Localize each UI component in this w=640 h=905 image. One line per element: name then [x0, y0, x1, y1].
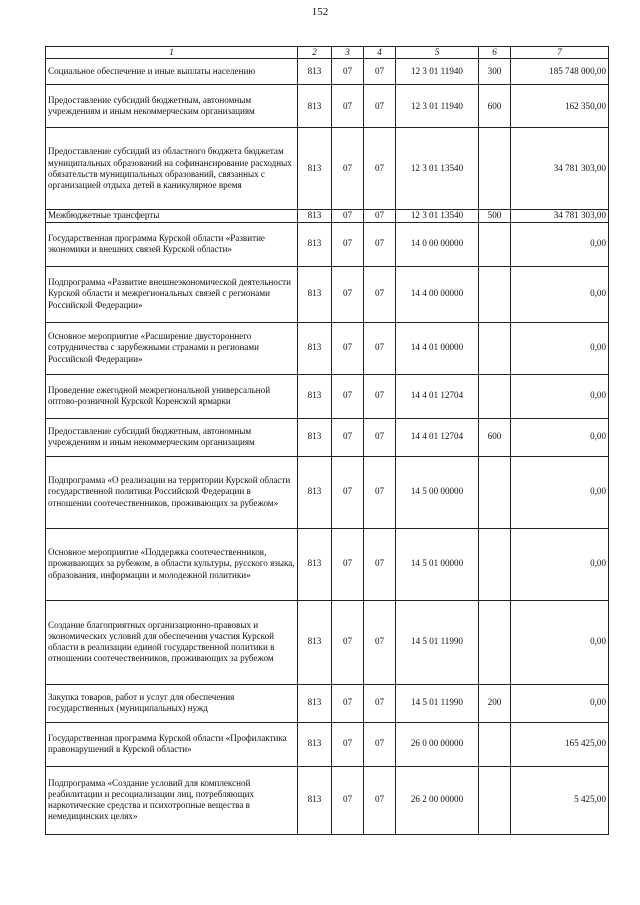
row-admin-code: 813: [298, 210, 332, 222]
row-target-code: 12 3 01 11940: [396, 85, 479, 128]
row-admin-code: 813: [298, 418, 332, 456]
row-expense-type: [479, 322, 511, 374]
row-admin-code: 813: [298, 528, 332, 600]
row-admin-code: 813: [298, 456, 332, 528]
column-header: 3: [332, 47, 364, 59]
row-admin-code: 813: [298, 128, 332, 210]
row-target-code: 14 0 00 00000: [396, 222, 479, 266]
row-expense-type: [479, 266, 511, 322]
row-name: Межбюджетные трансферты: [46, 210, 298, 222]
row-admin-code: 813: [298, 222, 332, 266]
row-expense-type: [479, 374, 511, 418]
table-row: [46, 374, 609, 418]
page-number: 152: [311, 6, 329, 18]
row-name: Проведение ежегодной межрегиональной универсальной оптово-розничной Курской Коренской ярмарки: [46, 374, 298, 418]
row-subsection: 07: [364, 456, 396, 528]
row-expense-type: 500: [479, 210, 511, 222]
row-target-code: 12 3 01 13540: [396, 128, 479, 210]
row-section: 07: [332, 722, 364, 766]
row-admin-code: 813: [298, 722, 332, 766]
row-target-code: 12 3 01 11940: [396, 59, 479, 85]
table-row: [46, 222, 609, 266]
row-name: Закупка товаров, работ и услуг для обеспечения государственных (муниципальных) нужд: [46, 684, 298, 722]
row-section: 07: [332, 766, 364, 834]
row-section: 07: [332, 418, 364, 456]
row-target-code: 26 0 00 00000: [396, 722, 479, 766]
row-section: 07: [332, 59, 364, 85]
row-target-code: 14 4 01 12704: [396, 418, 479, 456]
row-amount: 165 425,00: [511, 722, 609, 766]
row-amount: 162 350,00: [511, 85, 609, 128]
table-row: [46, 85, 609, 128]
row-admin-code: 813: [298, 600, 332, 684]
row-admin-code: 813: [298, 59, 332, 85]
row-subsection: 07: [364, 210, 396, 222]
row-admin-code: 813: [298, 266, 332, 322]
row-admin-code: 813: [298, 766, 332, 834]
row-amount: 0,00: [511, 374, 609, 418]
column-header: 1: [46, 47, 298, 59]
row-name: Социальное обеспечение и иные выплаты населению: [46, 59, 298, 85]
row-section: 07: [332, 322, 364, 374]
table-row: [46, 456, 609, 528]
row-target-code: 14 4 01 12704: [396, 374, 479, 418]
column-header: 2: [298, 47, 332, 59]
row-section: 07: [332, 600, 364, 684]
table-row: [46, 418, 609, 456]
column-header: 4: [364, 47, 396, 59]
table-row: [46, 322, 609, 374]
row-amount: 0,00: [511, 456, 609, 528]
column-header: 7: [511, 47, 609, 59]
row-amount: 0,00: [511, 222, 609, 266]
row-subsection: 07: [364, 722, 396, 766]
column-header: 6: [479, 47, 511, 59]
row-target-code: 14 4 01 00000: [396, 322, 479, 374]
row-expense-type: [479, 222, 511, 266]
row-subsection: 07: [364, 85, 396, 128]
row-section: 07: [332, 222, 364, 266]
row-expense-type: [479, 528, 511, 600]
row-name: Предоставление субсидий бюджетным, автономным учреждениям и иным некоммерческим организациям: [46, 85, 298, 128]
row-name: Подпрограмма «Развитие внешнеэкономической деятельности Курской области и межрегиональных связей с регионами Российской Федерации»: [46, 266, 298, 322]
row-expense-type: 200: [479, 684, 511, 722]
row-expense-type: [479, 128, 511, 210]
row-name: Подпрограмма «Создание условий для комплексной реабилитации и ресоциализации лиц, потребляющих наркотические средства и психотропные вещества в немедицинских целях»: [46, 766, 298, 834]
row-section: 07: [332, 374, 364, 418]
row-subsection: 07: [364, 128, 396, 210]
column-header: 5: [396, 47, 479, 59]
row-subsection: 07: [364, 59, 396, 85]
row-amount: 34 781 303,00: [511, 210, 609, 222]
row-admin-code: 813: [298, 322, 332, 374]
row-subsection: 07: [364, 766, 396, 834]
row-subsection: 07: [364, 222, 396, 266]
table-row: [46, 600, 609, 684]
table-row: [46, 266, 609, 322]
row-subsection: 07: [364, 528, 396, 600]
row-name: Предоставление субсидий бюджетным, автономным учреждениям и иным некоммерческим организациям: [46, 418, 298, 456]
row-amount: 185 748 000,00: [511, 59, 609, 85]
row-section: 07: [332, 684, 364, 722]
row-amount: 0,00: [511, 322, 609, 374]
row-expense-type: [479, 722, 511, 766]
row-section: 07: [332, 266, 364, 322]
row-name: Предоставление субсидий из областного бюджета бюджетам муниципальных образований на софинансирование расходных обязательств муниципальных образований, связанных с организацией отдыха детей в каникулярное время: [46, 128, 298, 210]
table-row: [46, 684, 609, 722]
table-row: [46, 766, 609, 834]
table-row: [46, 59, 609, 85]
row-target-code: 14 4 00 00000: [396, 266, 479, 322]
row-section: 07: [332, 210, 364, 222]
row-name: Государственная программа Курской области «Профилактика правонарушений в Курской области»: [46, 722, 298, 766]
row-amount: 0,00: [511, 528, 609, 600]
table-row: [46, 128, 609, 210]
table-row: [46, 528, 609, 600]
row-admin-code: 813: [298, 85, 332, 128]
row-section: 07: [332, 528, 364, 600]
budget-table: [45, 46, 609, 835]
table-row: [46, 722, 609, 766]
row-subsection: 07: [364, 418, 396, 456]
row-expense-type: [479, 456, 511, 528]
row-target-code: 26 2 00 00000: [396, 766, 479, 834]
row-expense-type: 600: [479, 85, 511, 128]
row-target-code: 12 3 01 13540: [396, 210, 479, 222]
row-amount: 34 781 303,00: [511, 128, 609, 210]
row-amount: 0,00: [511, 600, 609, 684]
row-admin-code: 813: [298, 684, 332, 722]
row-name: Основное мероприятие «Поддержка соотечественников, проживающих за рубежом, в области культуры, русского языка, образования, информации и молодежной политики»: [46, 528, 298, 600]
row-expense-type: 600: [479, 418, 511, 456]
row-name: Подпрограмма «О реализации на территории Курской области государственной политики Российской Федерации в отношении соотечественников, проживающих за рубежом»: [46, 456, 298, 528]
table-row: [46, 210, 609, 222]
row-section: 07: [332, 128, 364, 210]
row-subsection: 07: [364, 266, 396, 322]
row-expense-type: 300: [479, 59, 511, 85]
row-expense-type: [479, 766, 511, 834]
row-admin-code: 813: [298, 374, 332, 418]
row-subsection: 07: [364, 322, 396, 374]
row-subsection: 07: [364, 684, 396, 722]
row-target-code: 14 5 01 11990: [396, 684, 479, 722]
row-target-code: 14 5 01 00000: [396, 528, 479, 600]
row-name: Государственная программа Курской области «Развитие экономики и внешних связей Курской области»: [46, 222, 298, 266]
row-target-code: 14 5 00 00000: [396, 456, 479, 528]
row-target-code: 14 5 01 11990: [396, 600, 479, 684]
row-name: Создание благоприятных организационно-правовых и экономических условий для обеспечения участия Курской области в реализации единой государственной политики в отношении соотечественников, проживающих за рубежом: [46, 600, 298, 684]
row-expense-type: [479, 600, 511, 684]
row-subsection: 07: [364, 374, 396, 418]
row-amount: 5 425,00: [511, 766, 609, 834]
row-subsection: 07: [364, 600, 396, 684]
column-number-header: [46, 47, 609, 59]
row-amount: 0,00: [511, 684, 609, 722]
row-section: 07: [332, 85, 364, 128]
row-name: Основное мероприятие «Расширение двустороннего сотрудничества с зарубежными странами и регионами Российской Федерации»: [46, 322, 298, 374]
row-section: 07: [332, 456, 364, 528]
row-amount: 0,00: [511, 266, 609, 322]
row-amount: 0,00: [511, 418, 609, 456]
